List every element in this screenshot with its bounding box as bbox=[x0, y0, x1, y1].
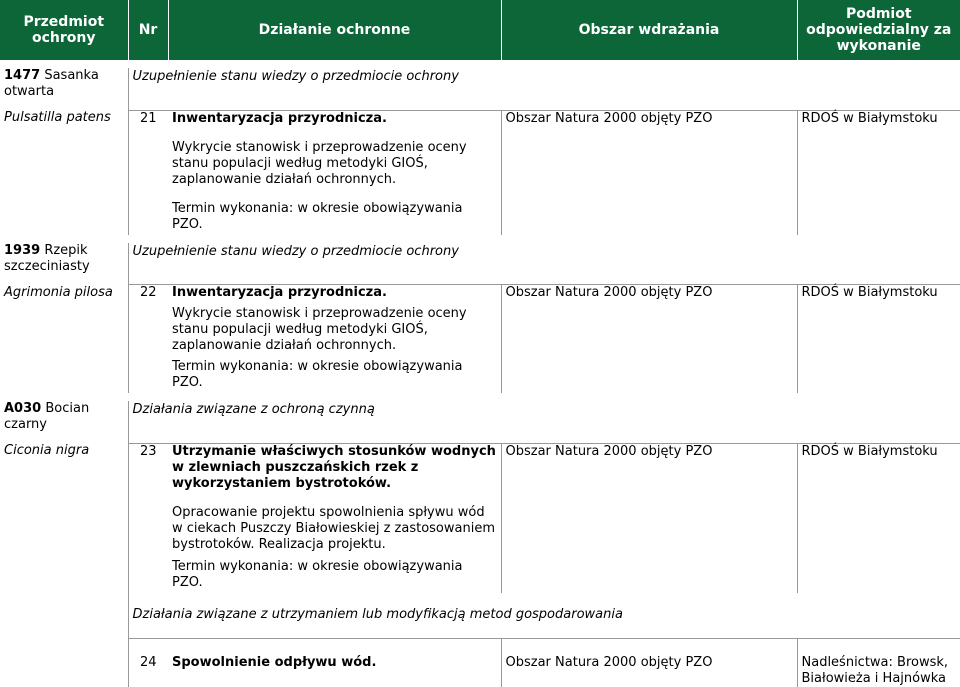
latin-name: Ciconia nigra bbox=[0, 443, 128, 593]
action-description: Opracowanie projektu spowolnienia spływu wód w ciekach Puszczy Białowieskiej z zastosowaniem bystrotoków. Realizacja projektu. bbox=[172, 505, 497, 553]
action-title: Utrzymanie właściwych stosunków wodnych w zlewniach puszczańskich rzek z wykorzystaniem bystrotoków. bbox=[172, 444, 497, 492]
species-code: A030 bbox=[4, 401, 41, 416]
category-label: Działania związane z ochroną czynną bbox=[129, 402, 375, 417]
action-number: 21 bbox=[128, 110, 168, 235]
action-description: Wykrycie stanowisk i przeprowadzenie oceny stanu populacji według metodyki GIOŚ, zaplanowanie działań ochronnych. bbox=[172, 306, 497, 354]
section-row bbox=[0, 401, 960, 435]
action-row bbox=[0, 110, 960, 235]
area-cell: Obszar Natura 2000 objęty PZO bbox=[501, 443, 797, 593]
species-cell bbox=[0, 68, 128, 102]
latin-name: Pulsatilla patens bbox=[0, 110, 128, 235]
action-term: Termin wykonania: w okresie obowiązywania PZO. bbox=[172, 559, 497, 591]
header-responsible: Podmiot odpowiedzialny za wykonanie bbox=[797, 0, 960, 60]
table-header-row bbox=[0, 0, 960, 60]
action-description: Wykrycie stanowisk i przeprowadzenie oceny stanu populacji według metodyki GIOŚ, zaplanowanie działań ochronnych. bbox=[172, 140, 497, 188]
action-row bbox=[0, 443, 960, 593]
latin-name: Agrimonia pilosa bbox=[0, 285, 128, 394]
action-number: 23 bbox=[128, 443, 168, 593]
species-name: Sasanka otwarta bbox=[4, 68, 99, 99]
area-cell: Obszar Natura 2000 objęty PZO bbox=[501, 639, 797, 687]
area-cell: Obszar Natura 2000 objęty PZO bbox=[501, 285, 797, 394]
responsible-cell: RDOŚ w Białymstoku bbox=[797, 110, 960, 235]
action-row bbox=[0, 285, 960, 394]
action-term: Termin wykonania: w okresie obowiązywania PZO. bbox=[172, 359, 497, 391]
action-row bbox=[0, 639, 960, 687]
species-cell bbox=[0, 401, 128, 435]
area-cell: Obszar Natura 2000 objęty PZO bbox=[501, 110, 797, 235]
action-cell bbox=[168, 285, 501, 394]
action-title: Inwentaryzacja przyrodnicza. bbox=[172, 285, 497, 301]
category-label: Uzupełnienie stanu wiedzy o przedmiocie ochrony bbox=[129, 244, 459, 259]
species-code: 1477 bbox=[4, 68, 40, 83]
action-title: Spowolnienie odpływu wód. bbox=[168, 639, 501, 687]
category-row bbox=[0, 593, 960, 639]
responsible-cell: RDOŚ w Białymstoku bbox=[797, 285, 960, 394]
section-row bbox=[0, 68, 960, 102]
responsible-cell: RDOŚ w Białymstoku bbox=[797, 443, 960, 593]
category-label: Działania związane z utrzymaniem lub modyfikacją metod gospodarowania bbox=[129, 607, 623, 622]
header-nr: Nr bbox=[128, 0, 168, 60]
action-term: Termin wykonania: w okresie obowiązywania PZO. bbox=[172, 201, 497, 233]
section-row bbox=[0, 243, 960, 277]
action-title: Inwentaryzacja przyrodnicza. bbox=[172, 111, 497, 127]
category-label: Uzupełnienie stanu wiedzy o przedmiocie ochrony bbox=[129, 69, 459, 84]
header-area: Obszar wdrażania bbox=[501, 0, 797, 60]
action-number: 22 bbox=[128, 285, 168, 394]
species-cell bbox=[0, 243, 128, 277]
action-cell bbox=[168, 110, 501, 235]
action-number: 24 bbox=[128, 639, 168, 687]
action-cell bbox=[168, 443, 501, 593]
species-name: Rzepik szczeciniasty bbox=[4, 243, 90, 274]
responsible-cell: Nadleśnictwa: Browsk, Białowieża i Hajnówka bbox=[797, 639, 960, 687]
header-object: Przedmiot ochrony bbox=[0, 0, 128, 60]
species-name: Bocian czarny bbox=[4, 401, 89, 432]
species-code: 1939 bbox=[4, 243, 40, 258]
header-action: Działanie ochronne bbox=[168, 0, 501, 60]
